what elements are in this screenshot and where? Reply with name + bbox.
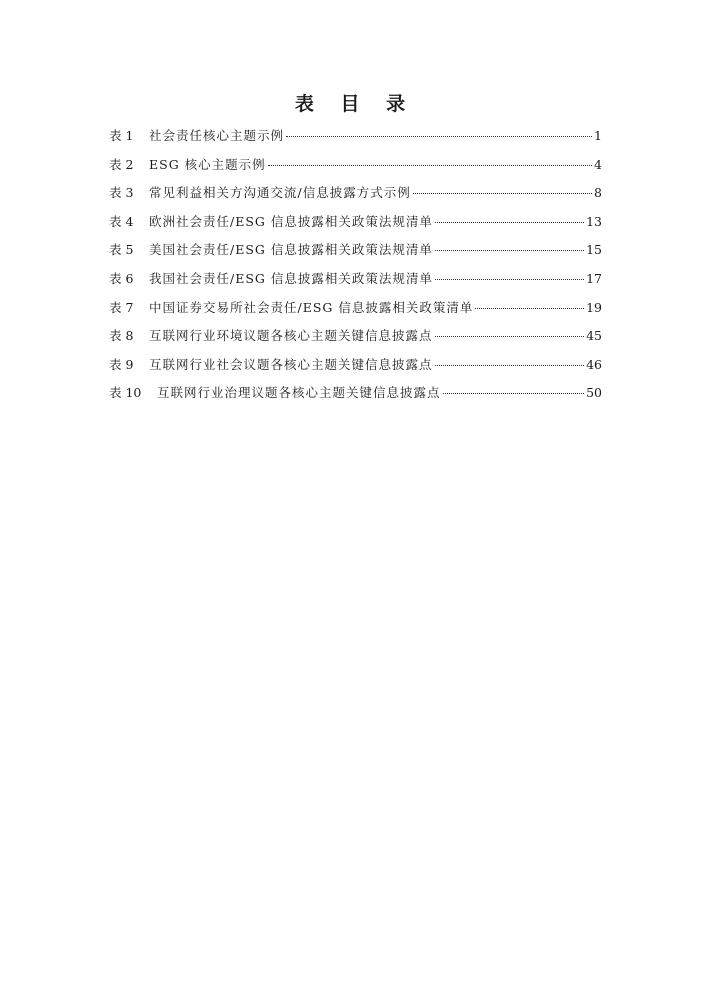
dot-leader [435,365,585,366]
dot-leader [475,308,584,309]
toc-entry[interactable] [109,384,602,413]
toc-entry[interactable] [109,299,602,328]
dot-leader [268,165,592,166]
entry-title: 常见利益相关方沟通交流/信息披露方式示例 [149,185,411,201]
entry-title: 社会责任核心主题示例 [149,128,285,143]
toc-entry[interactable] [109,156,602,185]
entry-title: 中国证券交易所社会责任/ESG 信息披露相关政策清单 [149,299,474,315]
entry-page-number: 17 [586,270,602,286]
entry-page-number: 13 [586,213,602,229]
toc-entry[interactable] [109,327,602,356]
page-title: 表 目 录 [294,93,416,115]
entry-page-number: 15 [586,242,602,258]
dot-leader [435,250,584,251]
toc-entry[interactable] [109,213,602,242]
entry-title: 互联网行业社会议题各核心主题关键信息披露点 [149,356,433,372]
entry-title: 美国社会责任/ESG 信息披露相关政策法规清单 [149,242,433,258]
entry-page-number: 1 [594,128,602,143]
entry-page-number: 4 [594,156,602,172]
dot-leader [435,279,584,280]
entry-label: 表 4 [109,213,134,229]
toc-entry[interactable] [109,270,602,299]
dot-leader [443,393,585,394]
entry-title: 欧洲社会责任/ESG 信息披露相关政策法规清单 [149,213,433,229]
entry-page-number: 50 [586,385,602,401]
entry-label: 表 7 [109,299,134,315]
entry-page-number: 45 [586,328,602,344]
entry-label: 表 1 [109,128,134,143]
entry-title: 互联网行业治理议题各核心主题关键信息披露点 [157,385,441,401]
entry-label: 表 8 [109,328,134,344]
toc-entry[interactable] [109,184,602,213]
entry-label: 表 5 [109,242,134,258]
table-of-tables [109,127,602,413]
entry-page-number: 19 [586,299,602,315]
toc-entry[interactable] [109,356,602,385]
entry-label: 表 3 [109,185,134,201]
dot-leader [286,136,592,137]
entry-page-number: 8 [594,185,602,201]
entry-page-number: 46 [586,356,602,372]
dot-leader [435,222,584,223]
entry-title: ESG 核心主题示例 [149,156,266,172]
entry-label: 表 10 [109,385,142,401]
entry-label: 表 2 [109,156,134,172]
dot-leader [435,336,585,337]
dot-leader [413,193,592,194]
toc-entry[interactable] [109,127,602,156]
entry-label: 表 9 [109,356,134,372]
entry-title: 互联网行业环境议题各核心主题关键信息披露点 [149,328,433,344]
toc-entry[interactable] [109,241,602,270]
entry-title: 我国社会责任/ESG 信息披露相关政策法规清单 [149,270,433,286]
entry-label: 表 6 [109,270,134,286]
